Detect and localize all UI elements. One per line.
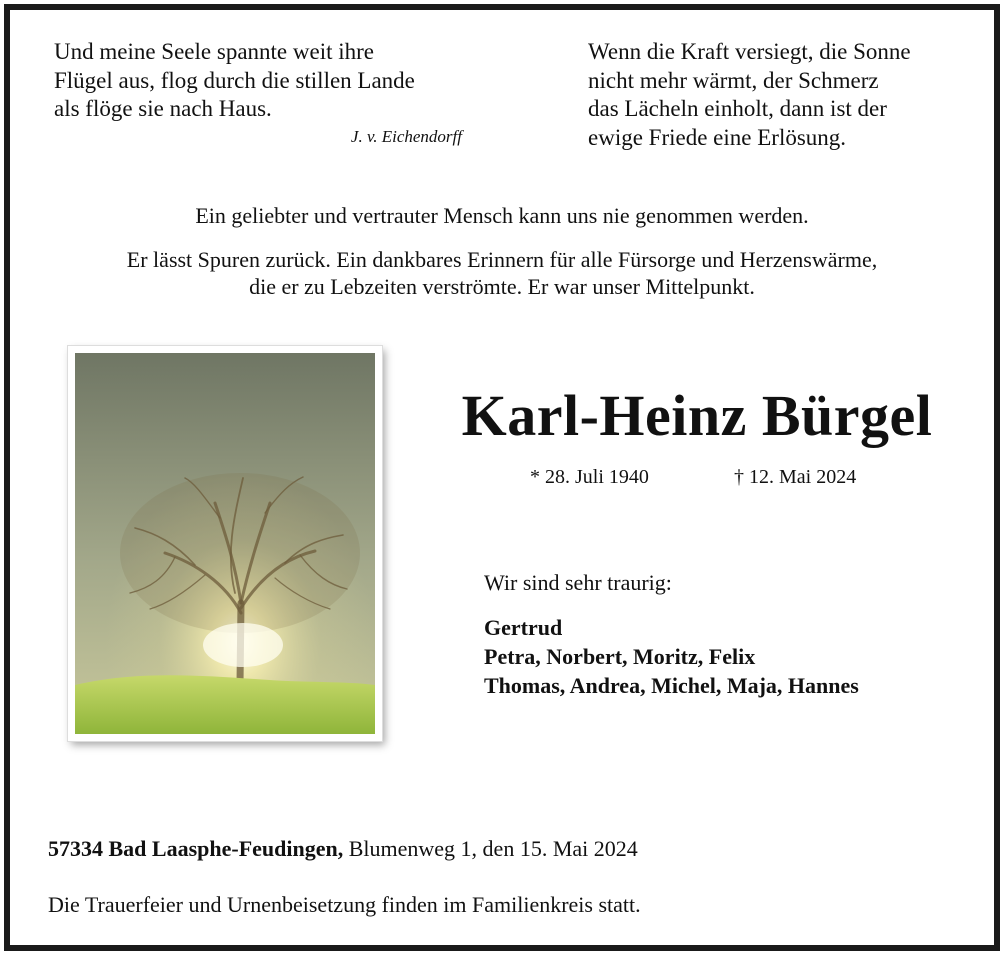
death-date: † 12. Mai 2024: [734, 466, 857, 488]
deceased-name: Karl-Heinz Bürgel: [461, 383, 933, 448]
mourner-line: Thomas, Andrea, Michel, Maja, Hannes: [484, 673, 859, 698]
poem-left-line: Flügel aus, flog durch die stillen Lande: [54, 67, 415, 93]
poem-right-line: nicht mehr wärmt, der Schmerz: [588, 67, 879, 93]
poem-right-line: ewige Friede eine Erlösung.: [588, 124, 847, 150]
tree-illustration: [75, 353, 375, 734]
address-place: 57334 Bad Laasphe-Feudingen,: [48, 836, 344, 861]
poem-left: [54, 38, 494, 124]
tribute-line: Ein geliebter und vertrauter Mensch kann uns nie genommen werden.: [195, 203, 809, 228]
obituary-frame: [4, 4, 1000, 951]
mourner-line: Petra, Norbert, Moritz, Felix: [484, 644, 756, 669]
poem-right-line: das Lächeln einholt, dann ist der: [588, 96, 887, 121]
birth-date: * 28. Juli 1940: [530, 466, 649, 488]
poem-left-line: als flöge sie nach Haus.: [54, 96, 272, 121]
poem-author: J. v. Eichendorff: [350, 127, 462, 146]
poem-right-line: Wenn die Kraft versiegt, die Sonne: [588, 39, 911, 64]
tribute-paragraph: [10, 246, 994, 300]
poem-left-line: Und meine Seele spannte weit ihre: [54, 39, 374, 64]
poem-right: [588, 38, 988, 152]
tree-on-meadow-image: [68, 346, 382, 741]
mourners-intro: Wir sind sehr traurig:: [484, 570, 672, 595]
funeral-note: Die Trauerfeier und Urnenbeisetzung finden im Familienkreis statt.: [48, 892, 641, 917]
mourners-list: [484, 613, 859, 700]
tribute-line: die er zu Lebzeiten verströmte. Er war unser Mittelpunkt.: [249, 274, 755, 299]
mourner-line: Gertrud: [484, 615, 563, 640]
address-street-date: Blumenweg 1, den 15. Mai 2024: [343, 836, 638, 861]
address-line: [48, 836, 638, 862]
tribute-line: Er lässt Spuren zurück. Ein dankbares Erinnern für alle Fürsorge und Herzenswärme,: [126, 247, 878, 272]
